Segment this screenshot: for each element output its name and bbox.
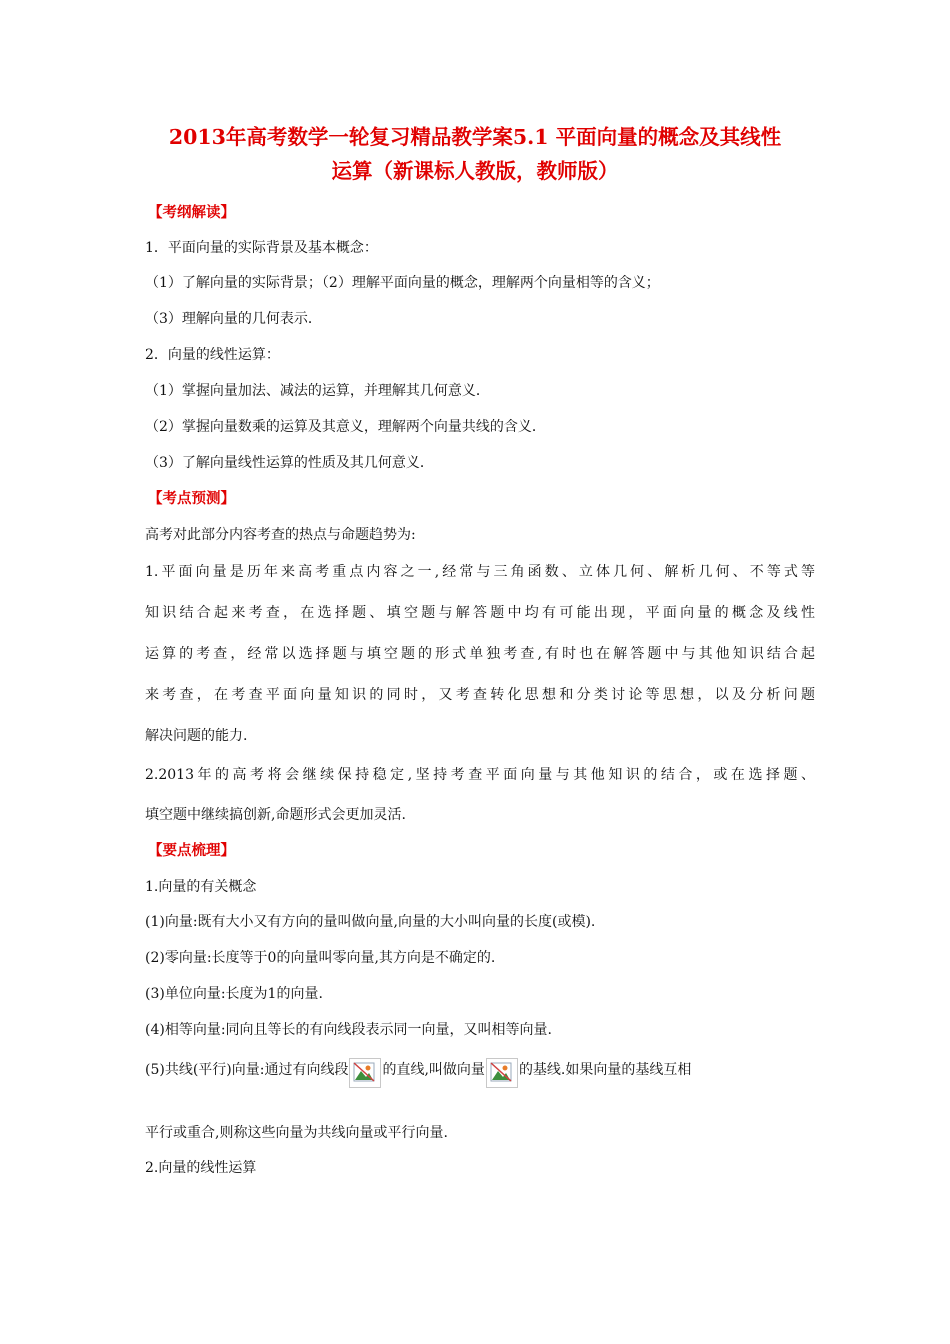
kaogang-line-7: （3）了解向量线性运算的性质及其几何意义． <box>145 455 434 471</box>
yaodian-line-6-part-b: 的直线,叫做向量 <box>382 1062 485 1078</box>
yaodian-line-1: 1.向量的有关概念 <box>145 879 257 895</box>
yaodian-line-7: 平行或重合,则称这些向量为共线向量或平行向量. <box>145 1125 448 1141</box>
broken-image-icon <box>349 1058 381 1088</box>
kaodian-line-5: 来考查，在考查平面向量知识的同时，又考查转化思想和分类讨论等思想，以及分析问题 <box>145 687 815 703</box>
kaodian-line-6: 解决问题的能力. <box>145 728 248 744</box>
section-kaogang-heading: 【考纲解读】 <box>148 204 235 221</box>
section-yaodian-heading: 【要点梳理】 <box>148 842 235 859</box>
kaodian-line-4: 运算的考查，经常以选择题与填空题的形式单独考查,有时也在解答题中与其他知识结合起 <box>145 646 815 662</box>
kaogang-line-3: （3）理解向量的几何表示． <box>145 311 322 327</box>
yaodian-line-6 <box>145 1055 815 1088</box>
section-kaodian-heading: 【考点预测】 <box>148 490 235 507</box>
kaodian-line-2: 1.平面向量是历年来高考重点内容之一,经常与三角函数、立体几何、解析几何、不等式等 <box>145 564 815 580</box>
kaogang-line-4: 2．向量的线性运算： <box>145 347 280 363</box>
document-title <box>100 120 850 188</box>
yaodian-line-4: (3)单位向量:长度为1的向量. <box>145 986 323 1002</box>
kaogang-line-6: （2）掌握向量数乘的运算及其意义，理解两个向量共线的含义． <box>145 419 546 435</box>
yaodian-line-5: (4)相等向量:同向且等长的有向线段表示同一向量，又叫相等向量. <box>145 1022 552 1038</box>
yaodian-line-8: 2.向量的线性运算 <box>145 1160 257 1176</box>
kaogang-line-2: （1）了解向量的实际背景；（2）理解平面向量的概念，理解两个向量相等的含义； <box>145 275 660 291</box>
yaodian-line-6-part-a: (5)共线(平行)向量:通过有向线段 <box>145 1062 349 1078</box>
kaogang-line-1: 1．平面向量的实际背景及基本概念： <box>145 240 378 256</box>
yaodian-line-2: (1)向量:既有大小又有方向的量叫做向量,向量的大小叫向量的长度(或模). <box>145 914 596 930</box>
kaodian-line-1: 高考对此部分内容考查的热点与命题趋势为: <box>145 527 416 543</box>
broken-image-icon <box>486 1058 518 1088</box>
title-line-2: 运算（新课标人教版，教师版） <box>331 159 619 183</box>
title-line-1: 2013年高考数学一轮复习精品教学案5.1 平面向量的概念及其线性 <box>168 125 782 149</box>
yaodian-line-3: (2)零向量:长度等于0的向量叫零向量,其方向是不确定的. <box>145 950 496 966</box>
kaodian-line-8: 填空题中继续搞创新,命题形式会更加灵活. <box>145 807 406 823</box>
kaogang-line-5: （1）掌握向量加法、减法的运算，并理解其几何意义． <box>145 383 490 399</box>
yaodian-line-6-part-c: 的基线.如果向量的基线互相 <box>518 1062 692 1078</box>
kaodian-line-3: 知识结合起来考查，在选择题、填空题与解答题中均有可能出现，平面向量的概念及线性 <box>145 605 815 621</box>
kaodian-line-7: 2.2013年的高考将会继续保持稳定,坚持考查平面向量与其他知识的结合，或在选择题、 <box>145 767 815 783</box>
